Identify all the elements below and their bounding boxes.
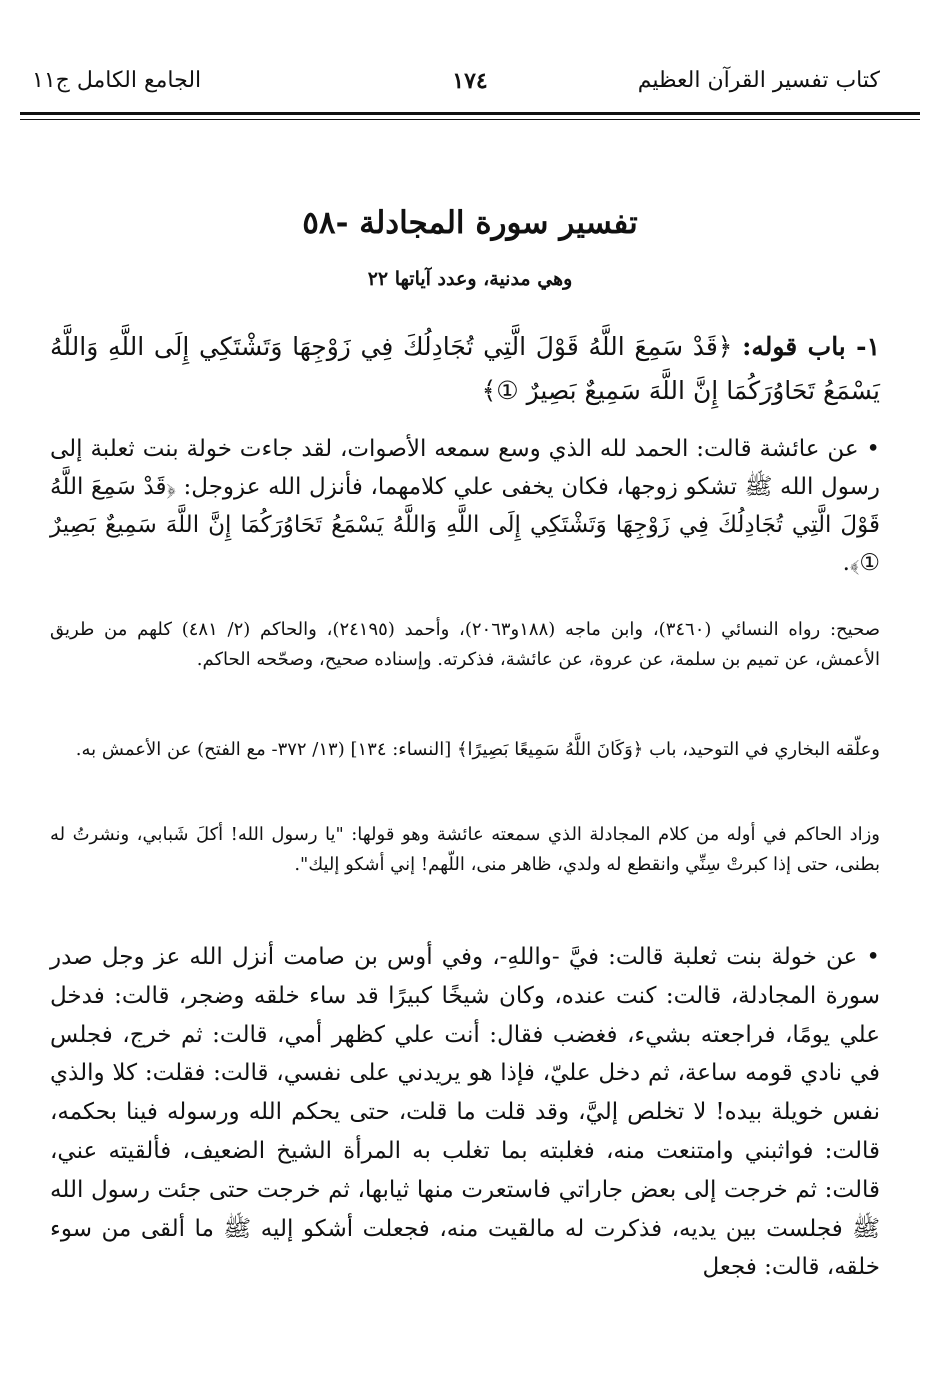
running-header-book-title: كتاب تفسير القرآن العظيم xyxy=(637,68,880,93)
running-header-volume: الجامع الكامل ج١١ xyxy=(32,68,202,93)
header-rule-thin xyxy=(20,119,920,120)
page-number: ١٧٤ xyxy=(452,68,488,94)
section-label: ١- باب قوله: xyxy=(742,332,880,361)
hadith-paragraph: • عن عائشة قالت: الحمد لله الذي وسع سمعه الأصوات، لقد جاءت خولة بنت ثعلبة إلى رسول الله ﷺ تشكو زوجها، فكان يخفى علي كلامهما، فأنزل الله عزوجل: ﴿قَدْ سَمِعَ اللَّهُ قَوْلَ الَّتِي تُجَادِلُكَ فِي زَوْجِهَا وَتَشْتَكِي إِلَى اللَّهِ وَاللَّهُ يَسْمَعُ تَحَاوُرَكُمَا إِنَّ اللَّهَ سَمِيعٌ بَصِيرٌ ①﴾. xyxy=(50,436,880,576)
takhrij-note: وزاد الحاكم في أوله من كلام المجادلة الذي سمعته عائشة وهو قولها: "يا رسول الله! أكلَ شَبابي، ونشرتُ له بطنى، حتى إذا كبرتْ سِنِّي وانقطع له ولدي، ظاهر منى، اللّهم! إني أشكو إليك". xyxy=(50,824,880,875)
chapter-title: تفسير سورة المجادلة -٥٨ xyxy=(302,205,638,241)
section-heading xyxy=(50,325,880,413)
takhrij-note: وعلّقه البخاري في التوحيد، باب ﴿وَكَانَ اللَّهُ سَمِيعًا بَصِيرًا﴾ [النساء: ١٣٤] (١٣/ ٣٧٢- مع الفتح) عن الأعمش به. xyxy=(75,739,880,760)
quran-verse: ﴿قَدْ سَمِعَ اللَّهُ قَوْلَ الَّتِي تُجَادِلُكَ فِي زَوْجِهَا وَتَشْتَكِي إِلَى اللَّهِ وَاللَّهُ يَسْمَعُ تَحَاوُرَكُمَا إِنَّ اللَّهَ سَمِيعٌ بَصِيرٌ ①﴾ xyxy=(50,332,880,405)
hadith-paragraph: • عن خولة بنت ثعلبة قالت: فيَّ -واللهِ-، وفي أوس بن صامت أنزل الله عز وجل صدر سورة المجادلة، قالت: كنت عنده، وكان شيخًا كبيرًا قد ساء خلقه وضجر، قالت: فدخل علي يومًا، فراجعته بشيء، فغضب فقال: أنت علي كظهر أمي، قالت: ثم خرج، فجلس في نادي قومه ساعة، ثم دخل عليّ، فإذا هو يريدني على نفسي، قالت: فقلت: كلا والذي نفس خويلة بيده! لا تخلص إليَّ، وقد قلت ما قلت، حتى يحكم الله ورسوله فينا بحكمه، قالت: فواثبني وامتنعت منه، فغلبته بما تغلب به المرأة الشيخ الضعيف، فألقيته عني، قالت: ثم خرجت إلى بعض جاراتي فاستعرت منها ثيابها، ثم خرجت حتى جئت رسول الله ﷺ فجلست بين يديه، فذكرت له مالقيت منه، فجعلت أشكو إليه ﷺ ما ألقى من سوء خلقه، قالت: فجعل xyxy=(50,944,880,1281)
chapter-subtitle: وهي مدنية، وعدد آياتها ٢٢ xyxy=(367,268,573,290)
takhrij-note: صحيح: رواه النسائي (٣٤٦٠)، وابن ماجه (١٨٨و٢٠٦٣)، وأحمد (٢٤١٩٥)، والحاكم (٢/ ٤٨١) كلهم من طريق الأعمش، عن تميم بن سلمة، عن عروة، عن عائشة، فذكرته. وإسناده صحيح، وصحّحه الحاكم. xyxy=(50,619,880,670)
header-rule-thick xyxy=(20,112,920,115)
